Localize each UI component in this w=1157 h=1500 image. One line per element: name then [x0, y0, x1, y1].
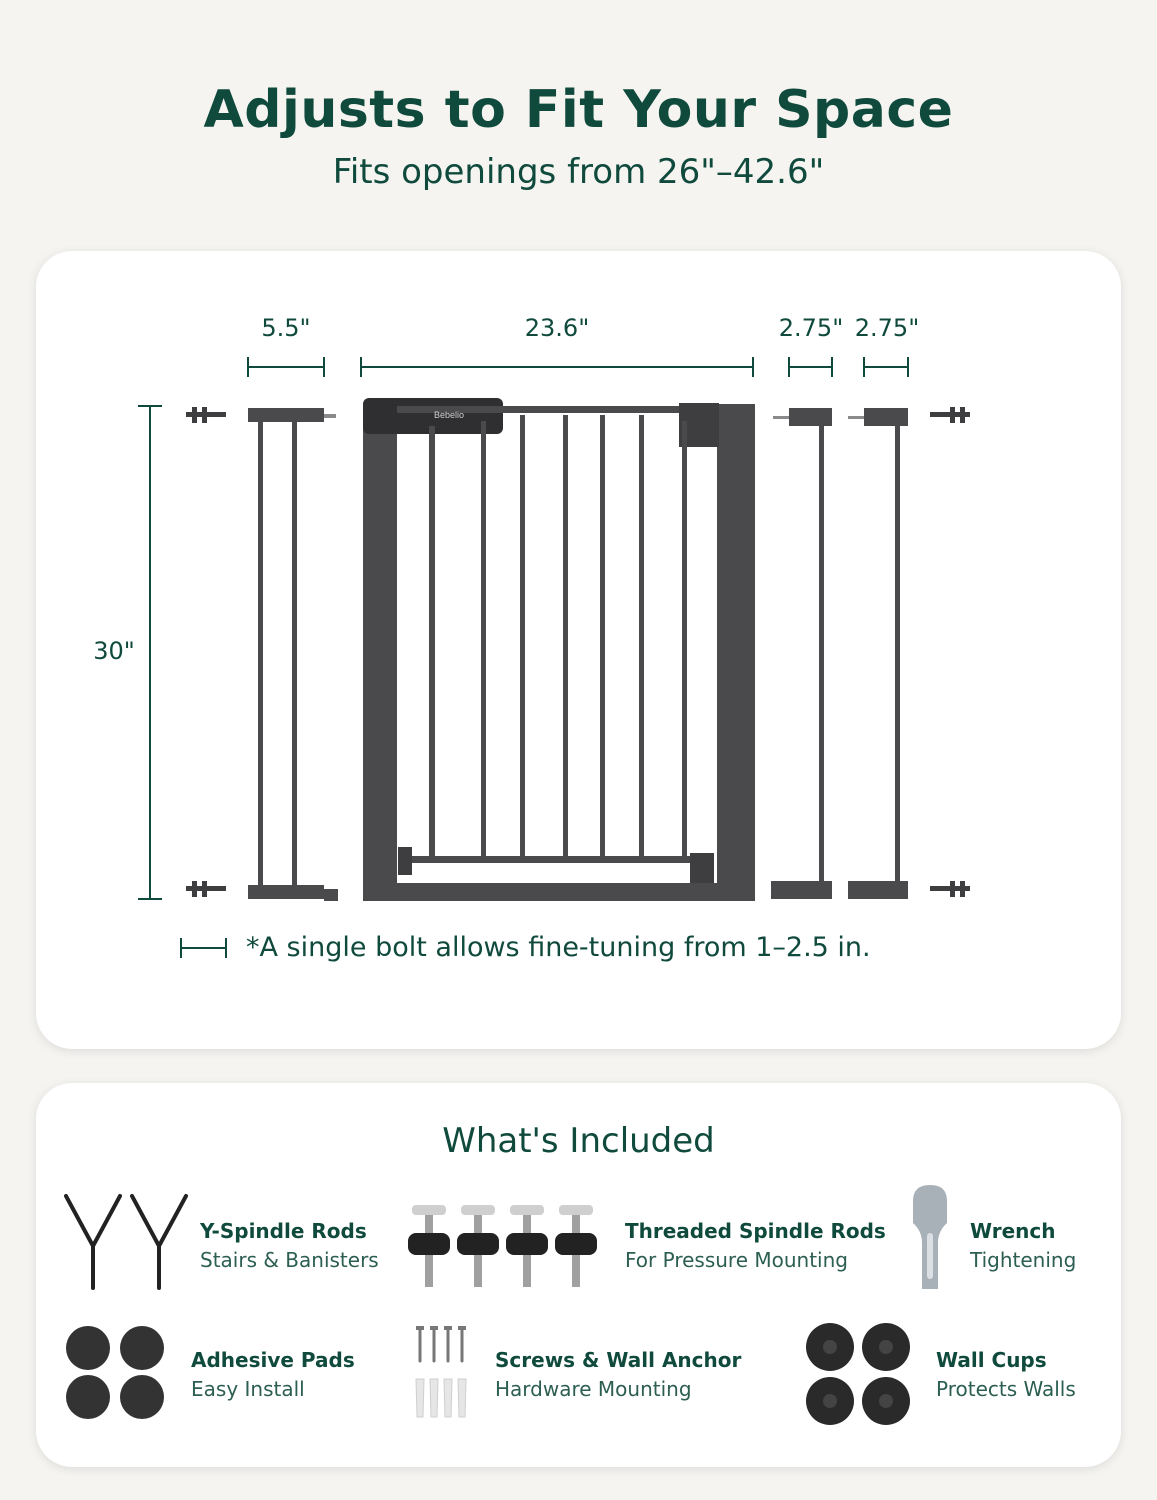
page-subtitle: Fits openings from 26"–42.6": [332, 152, 825, 192]
dimensions-card: [36, 251, 1121, 1049]
dim-extension-small-1: 2.75": [778, 314, 844, 342]
page-title: Adjusts to Fit Your Space: [203, 80, 954, 140]
gate-diagram: [36, 251, 1121, 1049]
adhesive-pads-icon: [64, 1321, 174, 1421]
included-title: What's Included: [442, 1121, 715, 1161]
item-desc-y-spindle: Stairs & Banisters: [200, 1248, 379, 1272]
item-desc-wrench: Tightening: [970, 1248, 1077, 1272]
wall-cups-icon: [802, 1319, 912, 1429]
item-desc-threaded-spindle: For Pressure Mounting: [625, 1248, 848, 1272]
item-name-wall-cups: Wall Cups: [936, 1348, 1047, 1372]
item-name-wrench: Wrench: [970, 1219, 1056, 1243]
included-card: [36, 1083, 1121, 1467]
dim-extension-small-2: 2.75": [854, 314, 920, 342]
item-name-screws-anchor: Screws & Wall Anchor: [495, 1348, 742, 1372]
item-name-y-spindle: Y-Spindle Rods: [200, 1219, 367, 1243]
item-name-threaded-spindle: Threaded Spindle Rods: [625, 1219, 886, 1243]
item-name-adhesive-pads: Adhesive Pads: [191, 1348, 355, 1372]
wrench-icon: [906, 1183, 956, 1293]
brand-logo: Bebelio: [434, 410, 465, 420]
item-desc-screws-anchor: Hardware Mounting: [495, 1377, 692, 1401]
dim-height: 30": [93, 637, 135, 665]
fine-tuning-note: *A single bolt allows fine-tuning from 1–2.5 in.: [246, 932, 871, 963]
threaded-spindle-rods-icon: [406, 1197, 606, 1297]
item-desc-wall-cups: Protects Walls: [936, 1377, 1076, 1401]
dim-extension-large: 5.5": [261, 314, 311, 342]
y-spindle-rods-icon: [60, 1188, 200, 1298]
item-desc-adhesive-pads: Easy Install: [191, 1377, 305, 1401]
screws-anchor-icon: [408, 1321, 488, 1421]
dim-gate-width: 23.6": [524, 314, 590, 342]
